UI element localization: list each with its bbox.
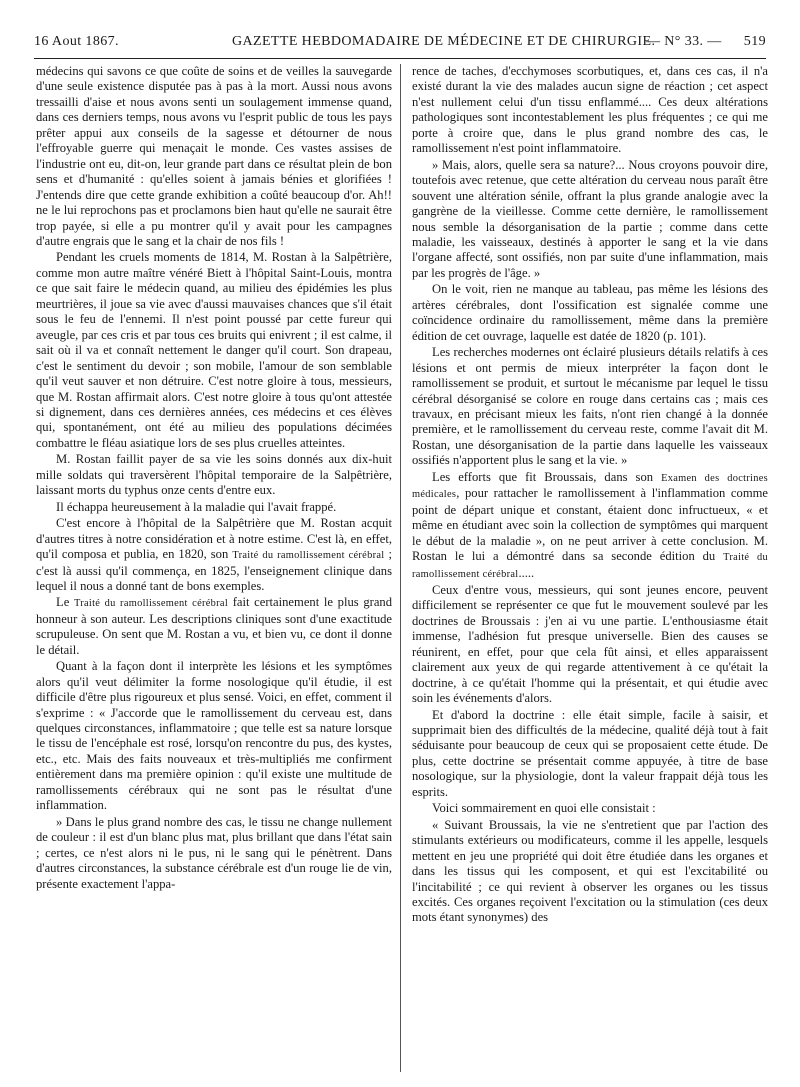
paragraph: Les recherches modernes ont éclairé plusieurs détails relatifs à ces lésions et ont permis de mieux interpréter la façon dont le ramollissement se produit, et surtout le mécanisme par lequel le tissu cérébral désorganisé se colore en rouge dans certains cas ; mais ces travaux, en précisant mieux les faits, n'ont rien changé à la donnée première, et le ramollissement du cerveau reste, comme l'avait dit M. Rostan, une désorganisation de la partie dans laquelle les vaisseaux ossifiés n'apportent plus le sang et la vie. » xyxy=(412,345,768,468)
journal-title: GAZETTE HEBDOMADAIRE DE MÉDECINE ET DE CHIRURGIE. xyxy=(232,34,656,49)
paragraph: M. Rostan faillit payer de sa vie les soins donnés aux dix-huit mille soldats qui traversèrent l'hôpital temporaire de la Salpêtrière, laissant morts du typhus onze cents d'entre eux. xyxy=(36,452,392,498)
paragraph: Ceux d'entre vous, messieurs, qui sont jeunes encore, peuvent difficilement se représenter ce que fut le mouvement soulevé par les doctrines de Broussais : j'en ai vu une partie. L'enthousiasme était immense, l'adhésion fut presque universelle. Bien des causes se réunirent, en effet, pour que cela fût ainsi, et elles apparaissent clairement aux yeux de qui regarde attentivement à ce qu'était la doctrine, à ce qu'était l'homme qui la présentait, et qui étudie avec soin les événements d'alors. xyxy=(412,582,768,706)
paragraph-text: fait certainement le plus grand honneur à son auteur. Les descriptions cliniques sont d'une exactitude scrupuleuse. On sent que M. Rostan a vu, et bien vu, ce dont il donne le détail. xyxy=(36,595,392,657)
paragraph-text: C'est encore à l'hôpital de la Salpêtrière que M. Rostan acquit d'autres titres à notre considération et à notre estime. C'est là, en effet, qu'il composa et publia, en 1820, son xyxy=(36,516,392,562)
paragraph xyxy=(412,470,768,582)
left-column xyxy=(36,64,392,892)
page-header xyxy=(34,32,766,52)
paragraph-text: ; c'est là aussi qu'il commença, en 1825, l'enseignement clinique dans lequel il nous a donné tant de bons exemples. xyxy=(36,547,392,593)
issue-date: 16 Aout 1867. xyxy=(34,34,119,49)
book-title: Traité du ramollissement cérébral xyxy=(73,598,229,610)
book-title: Traité du ramollissement cérébral xyxy=(412,552,768,580)
column-divider xyxy=(400,64,401,1072)
paragraph: » Mais, alors, quelle sera sa nature?... Nous croyons pouvoir dire, toutefois avec retenue, que cette altération du cerveau nous paraît être souvent une altération sénile, offrant la plus grande analogie avec la gangrène de la vieillesse. Comme cette dernière, le ramollissement nous semble la désorganisation de la partie ; comme dans cette maladie, les vaisseaux, destinés à apporter le sang et la vie dans l'organe affecté, sont ossifiés, non par suite d'une inflammation, mais par les progrès de l'âge. » xyxy=(412,157,768,280)
book-title: Examen des doctrines médicales xyxy=(412,472,768,501)
paragraph: Quant à la façon dont il interprète les lésions et les symptômes alors qu'il veut délimiter la forme nosologique qu'il étudie, il est difficile d'être plus rigoureux et plus sensé. Voici, en effet, comment il s'exprime : « J'accorde que le ramollissement du cerveau est, dans quelques circonstances, inflammatoire ; que telle est sa nature lorsque le tissu de l'encéphale est rosé, lorsqu'on rencontre du pus, des kystes, etc., etc. Mais des faits nouveaux et très-multipliés me confirment entièrement dans ma première opinion : qu'il existe une multitude de ramollissements cérébraux qui ne sont pas le résultat d'une inflammation. xyxy=(36,659,392,813)
paragraph-text: Le xyxy=(56,595,74,610)
header-rule xyxy=(34,58,766,59)
book-title: Traité du ramollissement cérébral xyxy=(232,550,385,562)
paragraph: Voici sommairement en quoi elle consistait : xyxy=(432,801,656,816)
paragraph: Et d'abord la doctrine : elle était simple, facile à saisir, et supprimait bien des difficultés de la médecine, qualité déjà tout à fait séduisante pour beaucoup de ceux qui se proposaient cette étude. De plus, cette doctrine se présentait comme appuyée, à titre de base nosologique, sur la physiologie, dont la valeur frappait déjà tous les esprits. xyxy=(412,707,768,799)
paragraph xyxy=(36,516,392,594)
right-column xyxy=(412,64,768,926)
paragraph xyxy=(36,595,392,658)
paragraph: Pendant les cruels moments de 1814, M. Rostan à la Salpêtrière, comme mon autre maître vénéré Biett à l'hôpital Saint-Louis, montra ce que sait faire le médecin quand, au milieu des épidémies les plus meurtrières, il joue sa vie avec d'aussi mauvaises chances que s'il était sous le feu de l'ennemi. Il n'est point poussé par cette fureur qui aveugle, par ces cris et par tous ces bruits qui enivrent ; il est calme, il sait où il va et connaît nettement le danger qu'il court. Son drapeau, c'est le sentiment du devoir ; son mobile, l'amour de son semblable qu'il veut sauver et non détruire. C'est notre gloire à tous, messieurs, que M. Rostan affirmait alors. C'est notre gloire à tous qu'ont attestée si dignement, dans ces dernières années, ces médecins et ces élèves qui, spontanément, ont été au milieu des populations décimées combattre le fléau asiatique lors de ses plus cruelles atteintes. xyxy=(36,250,392,450)
paragraph: Il échappa heureusement à la maladie qui l'avait frappé. xyxy=(56,499,337,514)
paragraph: » Dans le plus grand nombre des cas, le tissu ne change nullement de couleur : il est d'un blanc plus mat, plus brillant que dans l'état sain ; certes, ce n'est alors ni le pus, ni le sang qui le pénètrent. Dans d'autres circonstances, la substance cérébrale est d'un rouge lie de vin, présente exactement l'appa- xyxy=(36,814,392,891)
issue-number: — N° 33. — xyxy=(646,34,722,49)
paragraph: rence de taches, d'ecchymoses scorbutiques, et, dans ces cas, il n'a existé durant la vie des malades aucun signe de réaction ; cet aspect n'est nullement celui d'un tissu enflammé.... Ces deux altérations pathologiques sont incontestablement les plus fréquentes ; ce qui me porte à croire que, dans le plus grand nombre des cas, le ramollissement n'est point inflammatoire. xyxy=(412,64,768,156)
paragraph-text: Les efforts que fit Broussais, dans son xyxy=(432,469,662,484)
paragraph-text: ..... xyxy=(518,565,535,580)
page-number: 519 xyxy=(743,34,766,49)
paragraph: « Suivant Broussais, la vie ne s'entretient que par l'action des stimulants extérieurs ou modificateurs, comme il les appelle, lesquels mettent en jeu une propriété qui doit être étudiée dans les organes et dans les tissus qui les composent, et qui est l'excitabilité ou l'incitabilité ; ce qui revient à observer les organes ou les tissus excités. Ces organes reçoivent l'excitation ou la stimulation (ces deux mots étant synonymes) des xyxy=(412,817,768,925)
paragraph-text: , pour rattacher le ramollissement à l'inflammation comme point de départ unique et constant, étaient donc infructueux, « et même en étudiant avec soin la collection de symptômes qui marquent le début de la maladie », on ne peut arriver à cette conclusion. M. Rostan le lui a démontré dans sa seconde édition du xyxy=(412,486,768,564)
paragraph: On le voit, rien ne manque au tableau, pas même les lésions des artères cérébrales, dont l'ossification est signalée comme une coïncidence ordinaire du ramollissement, même dans la première édition de cet ouvrage, laquelle est datée de 1820 (p. 101). xyxy=(412,282,768,343)
paragraph: médecins qui savons ce que coûte de soins et de veilles la sauvegarde d'une seule existence disputée pas à pas à la mort. Aussi nous avons tressailli d'aise et nous avons senti un soulagement immense quand, dans ces derniers temps, nous avons vu l'esprit public de tous les pays prêter appui aux conseils de la sagesse et détourner de nous l'effroyable guerre qui menaçait le monde. Ces vastes assises de l'industrie ont eu, dit-on, leur grande part dans ce résultat plein de bon sens et d'humanité : qu'elles soient à jamais bénies et glorifiées ! J'entends dire que cette grande exhibition a coûté beaucoup d'or. Ah!! ne le lui reprochons pas et proclamons bien haut qu'elle ne saurait être trop payée, si elle a pu montrer qu'il y avait pour les campagnes d'autre engrais que le sang et la chair de nos fils ! xyxy=(36,64,392,248)
